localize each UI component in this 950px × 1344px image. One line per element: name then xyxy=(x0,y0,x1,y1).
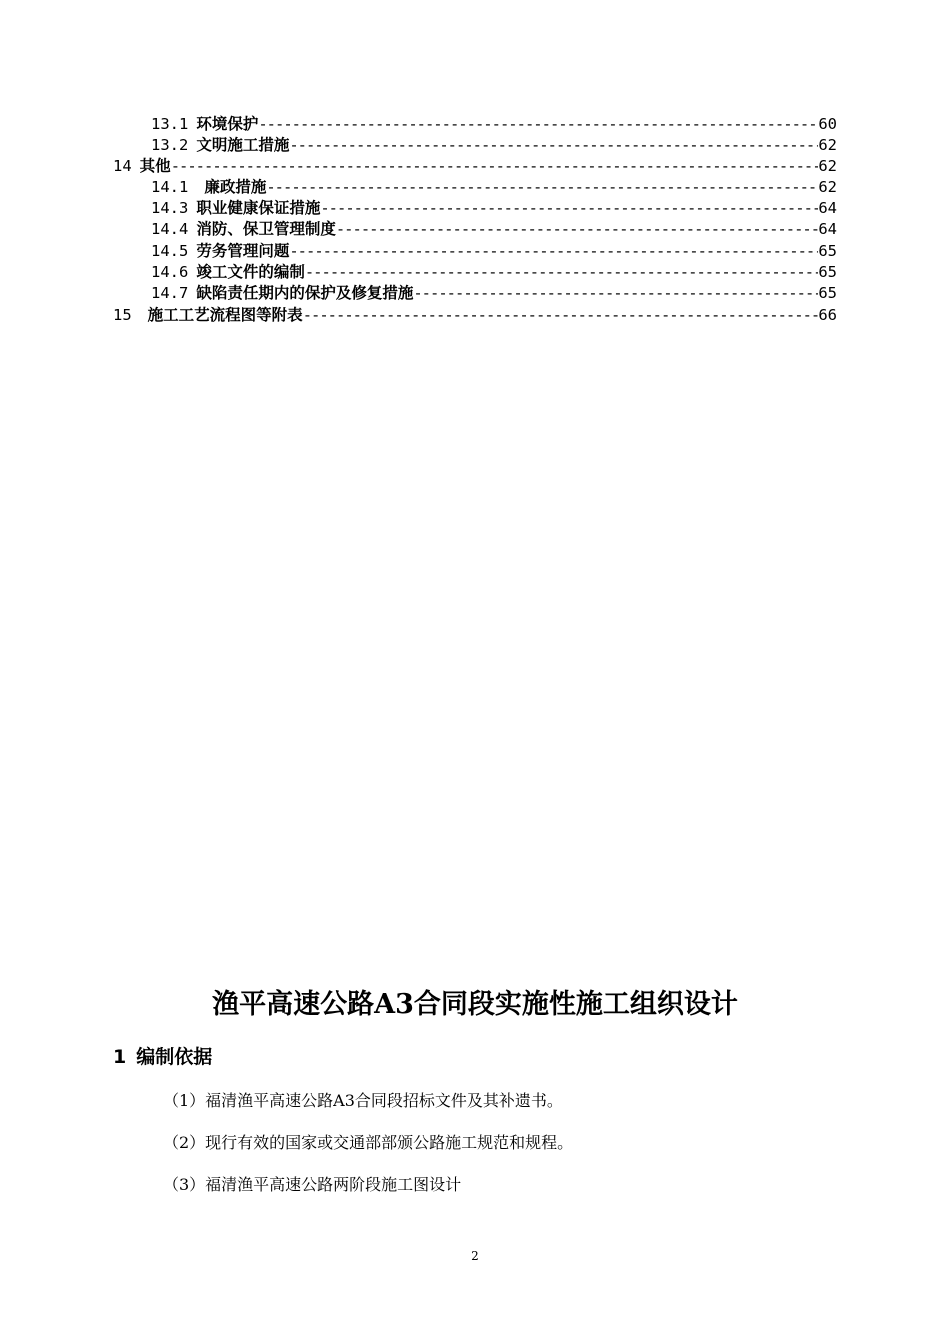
toc-entry-title: 其他 xyxy=(139,157,171,175)
toc-entry-number: 14.4 xyxy=(151,220,189,238)
toc-entry-page: 62 xyxy=(818,157,837,175)
toc-entry[interactable] xyxy=(151,261,837,283)
toc-leader xyxy=(171,155,819,177)
toc-entry-number: 15 xyxy=(113,306,132,324)
toc-entry-page: 64 xyxy=(818,220,837,238)
toc-entry[interactable] xyxy=(151,282,837,304)
toc-entry-page: 62 xyxy=(818,136,837,154)
toc-entry[interactable] xyxy=(151,197,837,219)
basis-item: （2）现行有效的国家或交通部部颁公路施工规范和规程。 xyxy=(163,1133,574,1152)
toc-leader xyxy=(303,304,819,326)
section-number: 1 xyxy=(113,1046,127,1068)
toc-entry-number: 14 xyxy=(113,157,132,175)
toc-entry[interactable] xyxy=(151,218,837,240)
toc-entry-page: 65 xyxy=(818,263,837,281)
toc-entry-number: 14.5 xyxy=(151,242,189,260)
toc-entry-number: 14.3 xyxy=(151,199,189,217)
toc-entry[interactable] xyxy=(151,134,837,156)
toc-leader xyxy=(258,113,818,135)
toc-entry-number: 13.1 xyxy=(151,115,189,133)
toc-leader xyxy=(266,176,818,198)
toc-entry-page: 64 xyxy=(818,199,837,217)
page-number: 2 xyxy=(471,1249,479,1263)
toc-entry[interactable] xyxy=(113,155,837,177)
section-title: 编制依据 xyxy=(136,1046,213,1068)
toc-leader xyxy=(320,197,818,219)
toc-entry-title: 职业健康保证措施 xyxy=(196,199,321,217)
toc-entry-number: 14.1 xyxy=(151,178,189,196)
toc-entry[interactable] xyxy=(113,304,837,326)
toc-leader xyxy=(305,261,818,283)
toc-entry-page: 66 xyxy=(818,306,837,324)
toc-entry[interactable] xyxy=(151,113,837,135)
toc-entry-number: 14.7 xyxy=(151,284,189,302)
toc-entry-number: 13.2 xyxy=(151,136,189,154)
toc-leader xyxy=(289,240,818,262)
toc-entry-page: 65 xyxy=(818,284,837,302)
toc-entry-title: 文明施工措施 xyxy=(196,136,290,154)
toc-leader xyxy=(413,282,818,304)
section-heading xyxy=(113,1042,212,1072)
toc-leader xyxy=(336,218,818,240)
toc-entry-number: 14.6 xyxy=(151,263,189,281)
toc-entry[interactable] xyxy=(151,176,837,198)
toc-entry-title: 竣工文件的编制 xyxy=(196,263,305,281)
toc-entry-title: 劳务管理问题 xyxy=(196,242,290,260)
toc-entry-title: 廉政措施 xyxy=(204,178,267,196)
basis-item: （1）福清渔平高速公路A3合同段招标文件及其补遗书。 xyxy=(163,1091,563,1110)
toc-entry-page: 60 xyxy=(818,115,837,133)
toc-entry-title: 施工工艺流程图等附表 xyxy=(147,306,303,324)
basis-item: （3）福清渔平高速公路两阶段施工图设计 xyxy=(163,1175,462,1194)
toc-entry[interactable] xyxy=(151,240,837,262)
document-title: 渔平高速公路A3合同段实施性施工组织设计 xyxy=(212,989,738,1020)
toc-entry-title: 缺陷责任期内的保护及修复措施 xyxy=(196,284,414,302)
toc-entry-title: 环境保护 xyxy=(196,115,259,133)
toc-entry-title: 消防、保卫管理制度 xyxy=(196,220,336,238)
toc-entry-page: 62 xyxy=(818,178,837,196)
toc-entry-page: 65 xyxy=(818,242,837,260)
toc-leader xyxy=(289,134,818,156)
